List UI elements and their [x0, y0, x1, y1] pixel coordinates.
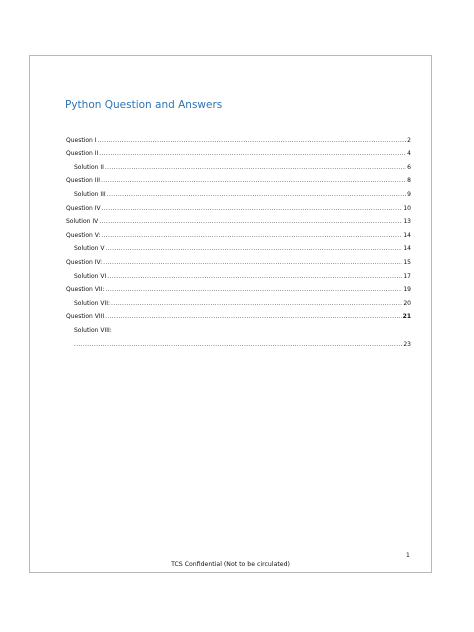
toc-entry-question-2[interactable]	[66, 144, 411, 158]
document-page	[29, 55, 432, 573]
toc-entry-page: 15	[403, 258, 411, 266]
toc-entry-question-7[interactable]	[66, 280, 411, 294]
toc-entry-solution-3[interactable]	[66, 184, 411, 198]
toc-entry-question-5[interactable]	[66, 225, 411, 239]
toc-entry-label: Question IV:	[66, 258, 103, 266]
toc-entry-page: 17	[403, 272, 411, 280]
toc-leader-dots	[101, 232, 402, 239]
table-of-contents	[66, 130, 411, 348]
toc-entry-label: Question V:	[66, 231, 101, 239]
toc-entry-question-3[interactable]	[66, 171, 411, 185]
toc-entry-solution-7[interactable]	[66, 293, 411, 307]
toc-entry-page: 9	[407, 190, 411, 198]
toc-entry-label: Solution II	[74, 163, 104, 171]
toc-entry-question-4[interactable]	[66, 198, 411, 212]
toc-leader-dots	[99, 150, 406, 157]
toc-entry-page: 14	[403, 231, 411, 239]
toc-entry-label: Question IV	[66, 204, 101, 212]
toc-leader-dots	[111, 300, 402, 307]
toc-entry-label: Question VII:	[66, 286, 105, 294]
toc-entry-label: Question I	[66, 136, 97, 144]
toc-leader-dots	[98, 137, 407, 144]
toc-leader-dots	[107, 191, 407, 198]
toc-entry-label: Question VIII	[66, 313, 105, 321]
toc-entry-page: 20	[403, 299, 411, 307]
toc-entry-solution-8-leader[interactable]	[66, 334, 411, 348]
toc-entry-label: Solution VI	[74, 272, 107, 280]
toc-entry-page: 23	[403, 340, 411, 348]
toc-entry-label: Solution VII:	[74, 299, 111, 307]
toc-leader-dots	[105, 313, 401, 320]
toc-entry-label: Solution IV	[66, 218, 99, 226]
toc-leader-dots	[105, 286, 402, 293]
toc-entry-solution-2[interactable]	[66, 157, 411, 171]
toc-leader-dots	[74, 341, 402, 348]
toc-leader-dots	[107, 273, 402, 280]
toc-entry-page: 8	[407, 177, 411, 185]
toc-entry-label: Solution VIII:	[74, 326, 112, 334]
toc-leader-dots	[103, 259, 402, 266]
toc-leader-dots	[101, 177, 406, 184]
toc-entry-page: 13	[403, 218, 411, 226]
toc-entry-solution-8[interactable]	[66, 320, 411, 334]
toc-entry-label: Question II	[66, 150, 99, 158]
toc-entry-label: Question III	[66, 177, 101, 185]
toc-entry-page: 19	[403, 286, 411, 294]
toc-entry-page: 21	[402, 313, 411, 321]
toc-leader-dots	[105, 164, 406, 171]
toc-entry-question-4b[interactable]	[66, 252, 411, 266]
toc-entry-question-8[interactable]	[66, 307, 411, 321]
toc-entry-page: 6	[407, 163, 411, 171]
toc-entry-label: Solution III	[74, 190, 106, 198]
toc-leader-dots	[105, 245, 402, 252]
toc-entry-page: 10	[403, 204, 411, 212]
document-title: Python Question and Answers	[65, 99, 223, 111]
toc-entry-solution-5[interactable]	[66, 239, 411, 253]
toc-entry-solution-6[interactable]	[66, 266, 411, 280]
toc-entry-page: 14	[403, 245, 411, 253]
toc-entry-label: Solution V	[74, 245, 105, 253]
toc-entry-solution-4[interactable]	[66, 212, 411, 226]
toc-leader-dots	[102, 205, 403, 212]
toc-leader-dots	[99, 218, 402, 225]
toc-entry-page: 2	[407, 136, 411, 144]
toc-entry-page: 4	[407, 150, 411, 158]
page-number: 1	[406, 552, 410, 559]
confidential-footer: TCS Confidential (Not to be circulated)	[171, 561, 290, 568]
toc-entry-question-1[interactable]	[66, 130, 411, 144]
